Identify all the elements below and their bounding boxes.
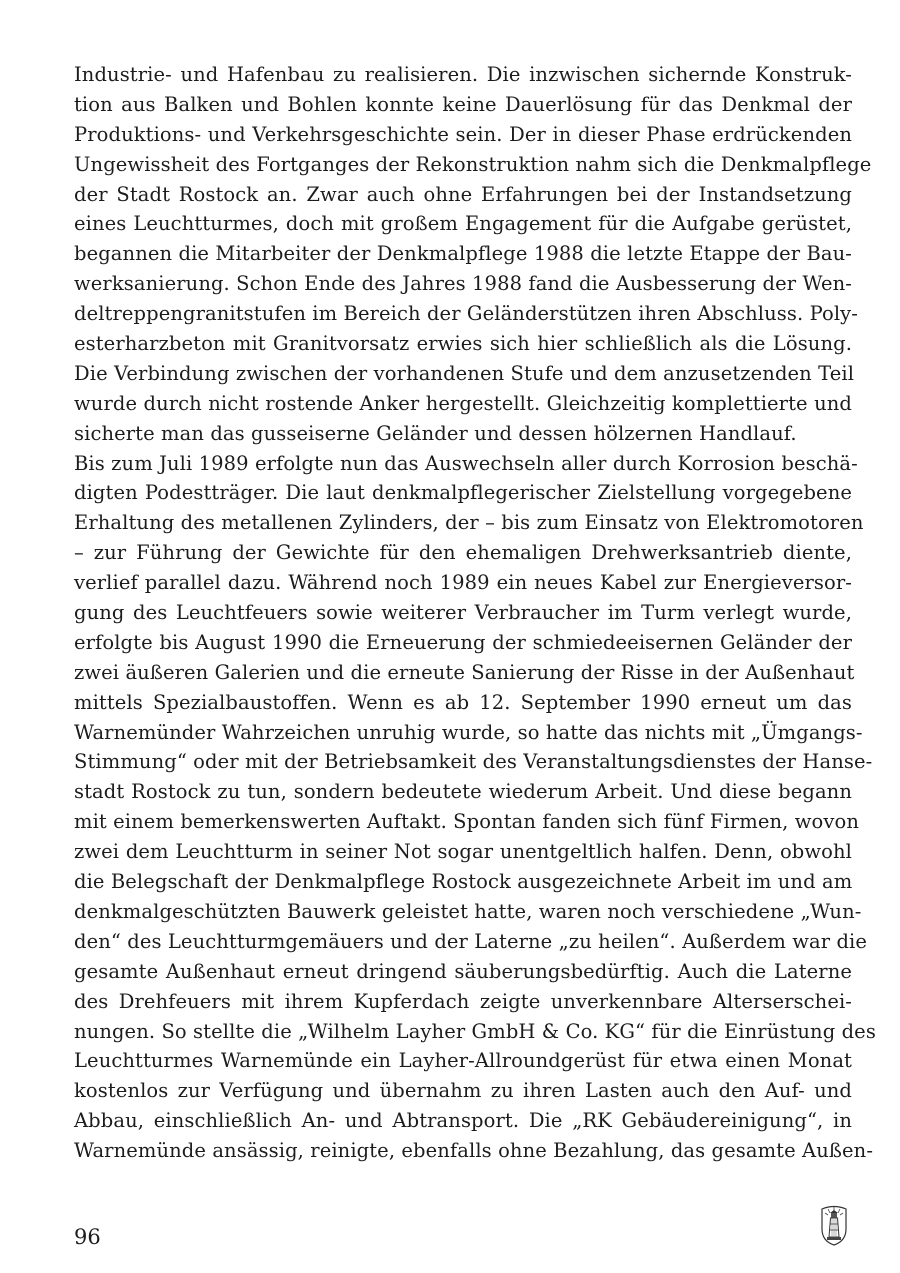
text-line: Produktions- und Verkehrsgeschichte sein. Der in dieser Phase erdrückenden [74,122,852,146]
text-line: erfolgte bis August 1990 die Erneuerung der schmiedeeisernen Geländer der [74,630,852,654]
text-line: Warnemünde ansässig, reinigte, ebenfalls ohne Bezahlung, das gesamte Außen- [74,1139,874,1163]
text-line: Warnemünder Wahrzeichen unruhig wurde, so hatte das nichts mit „Ümgangs- [74,720,863,744]
text-line: wurde durch nicht rostende Anker hergestellt. Gleichzeitig komplettierte und [74,391,852,415]
text-line: den“ des Leuchtturmgemäuers und der Laterne „zu heilen“. Außerdem war die [74,929,868,953]
text-line: esterharzbeton mit Granitvorsatz erwies sich hier schließlich als die Lösung. [74,332,852,356]
text-line: digten Podestträger. Die laut denkmalpflegerischer Zielstellung vorgegebene [74,481,852,505]
text-line: zwei äußeren Galerien und die erneute Sanierung der Risse in der Außenhaut [74,660,855,684]
text-line: begannen die Mitarbeiter der Denkmalpflege 1988 die letzte Etappe der Bau- [74,242,852,266]
text-line: Die Verbindung zwischen der vorhandenen Stufe und dem anzusetzenden Teil [74,361,855,385]
text-line: eines Leuchtturmes, doch mit großem Engagement für die Aufgabe gerüstet, [74,212,852,236]
text-line: Leuchtturmes Warnemünde ein Layher-Allroundgerüst für etwa einen Monat [74,1049,852,1073]
text-line: Erhaltung des metallenen Zylinders, der – bis zum Einsatz von Elektromotoren [74,511,864,535]
text-line: sicherte man das gusseiserne Geländer und dessen hölzernen Handlauf. [74,421,797,445]
lighthouse-emblem-icon [818,1203,850,1247]
text-line: nungen. So stellte die „Wilhelm Layher GmbH & Co. KG“ für die Einrüstung des [74,1019,876,1043]
text-line: mit einem bemerkenswerten Auftakt. Spontan fanden sich fünf Firmen, wovon [74,810,860,834]
text-line: tion aus Balken und Bohlen konnte keine Dauerlösung für das Denkmal der [74,92,852,116]
text-line: – zur Führung der Gewichte für den ehemaligen Drehwerksantrieb diente, [74,541,852,565]
text-line: gesamte Außenhaut erneut dringend säuberungsbedürftig. Auch die Laterne [74,959,852,983]
text-line: Ungewissheit des Fortganges der Rekonstruktion nahm sich die Denkmalpflege [74,152,872,176]
page-number: 96 [74,1225,101,1249]
text-line: Bis zum Juli 1989 erfolgte nun das Auswechseln aller durch Korrosion beschä- [74,451,858,475]
text-line: Stimmung“ oder mit der Betriebsamkeit des Veranstaltungsdienstes der Hanse- [74,750,873,774]
text-line: denkmalgeschützten Bauwerk geleistet hatte, waren noch verschiedene „Wun- [74,899,862,923]
text-line: zwei dem Leuchtturm in seiner Not sogar unentgeltlich halfen. Denn, obwohl [74,840,852,864]
text-line: der Stadt Rostock an. Zwar auch ohne Erfahrungen bei der Instandsetzung [74,182,852,206]
text-line: Industrie- und Hafenbau zu realisieren. Die inzwischen sichernde Konstruk- [74,63,852,86]
text-line: verlief parallel dazu. Während noch 1989 ein neues Kabel zur Energieversor- [74,571,852,595]
text-line: kostenlos zur Verfügung und übernahm zu ihren Lasten auch den Auf- und [74,1079,852,1103]
text-line: gung des Leuchtfeuers sowie weiterer Verbraucher im Turm verlegt wurde, [74,601,852,625]
text-line: Abbau, einschließlich An- und Abtransport. Die „RK Gebäudereinigung“, in [74,1109,852,1133]
text-line: die Belegschaft der Denkmalpflege Rostock ausgezeichnete Arbeit im und am [74,870,853,894]
body-text [74,60,876,1166]
text-line: stadt Rostock zu tun, sondern bedeutete wiederum Arbeit. Und diese begann [74,780,852,804]
text-line: mittels Spezialbaustoffen. Wenn es ab 12. September 1990 erneut um das [74,690,852,714]
text-line: des Drehfeuers mit ihrem Kupferdach zeigte unverkennbare Alterserschei- [74,989,852,1013]
text-line: deltreppengranitstufen im Bereich der Geländerstützen ihren Abschluss. Poly- [74,302,858,326]
text-line: werksanierung. Schon Ende des Jahres 1988 fand die Ausbesserung der Wen- [74,272,852,296]
